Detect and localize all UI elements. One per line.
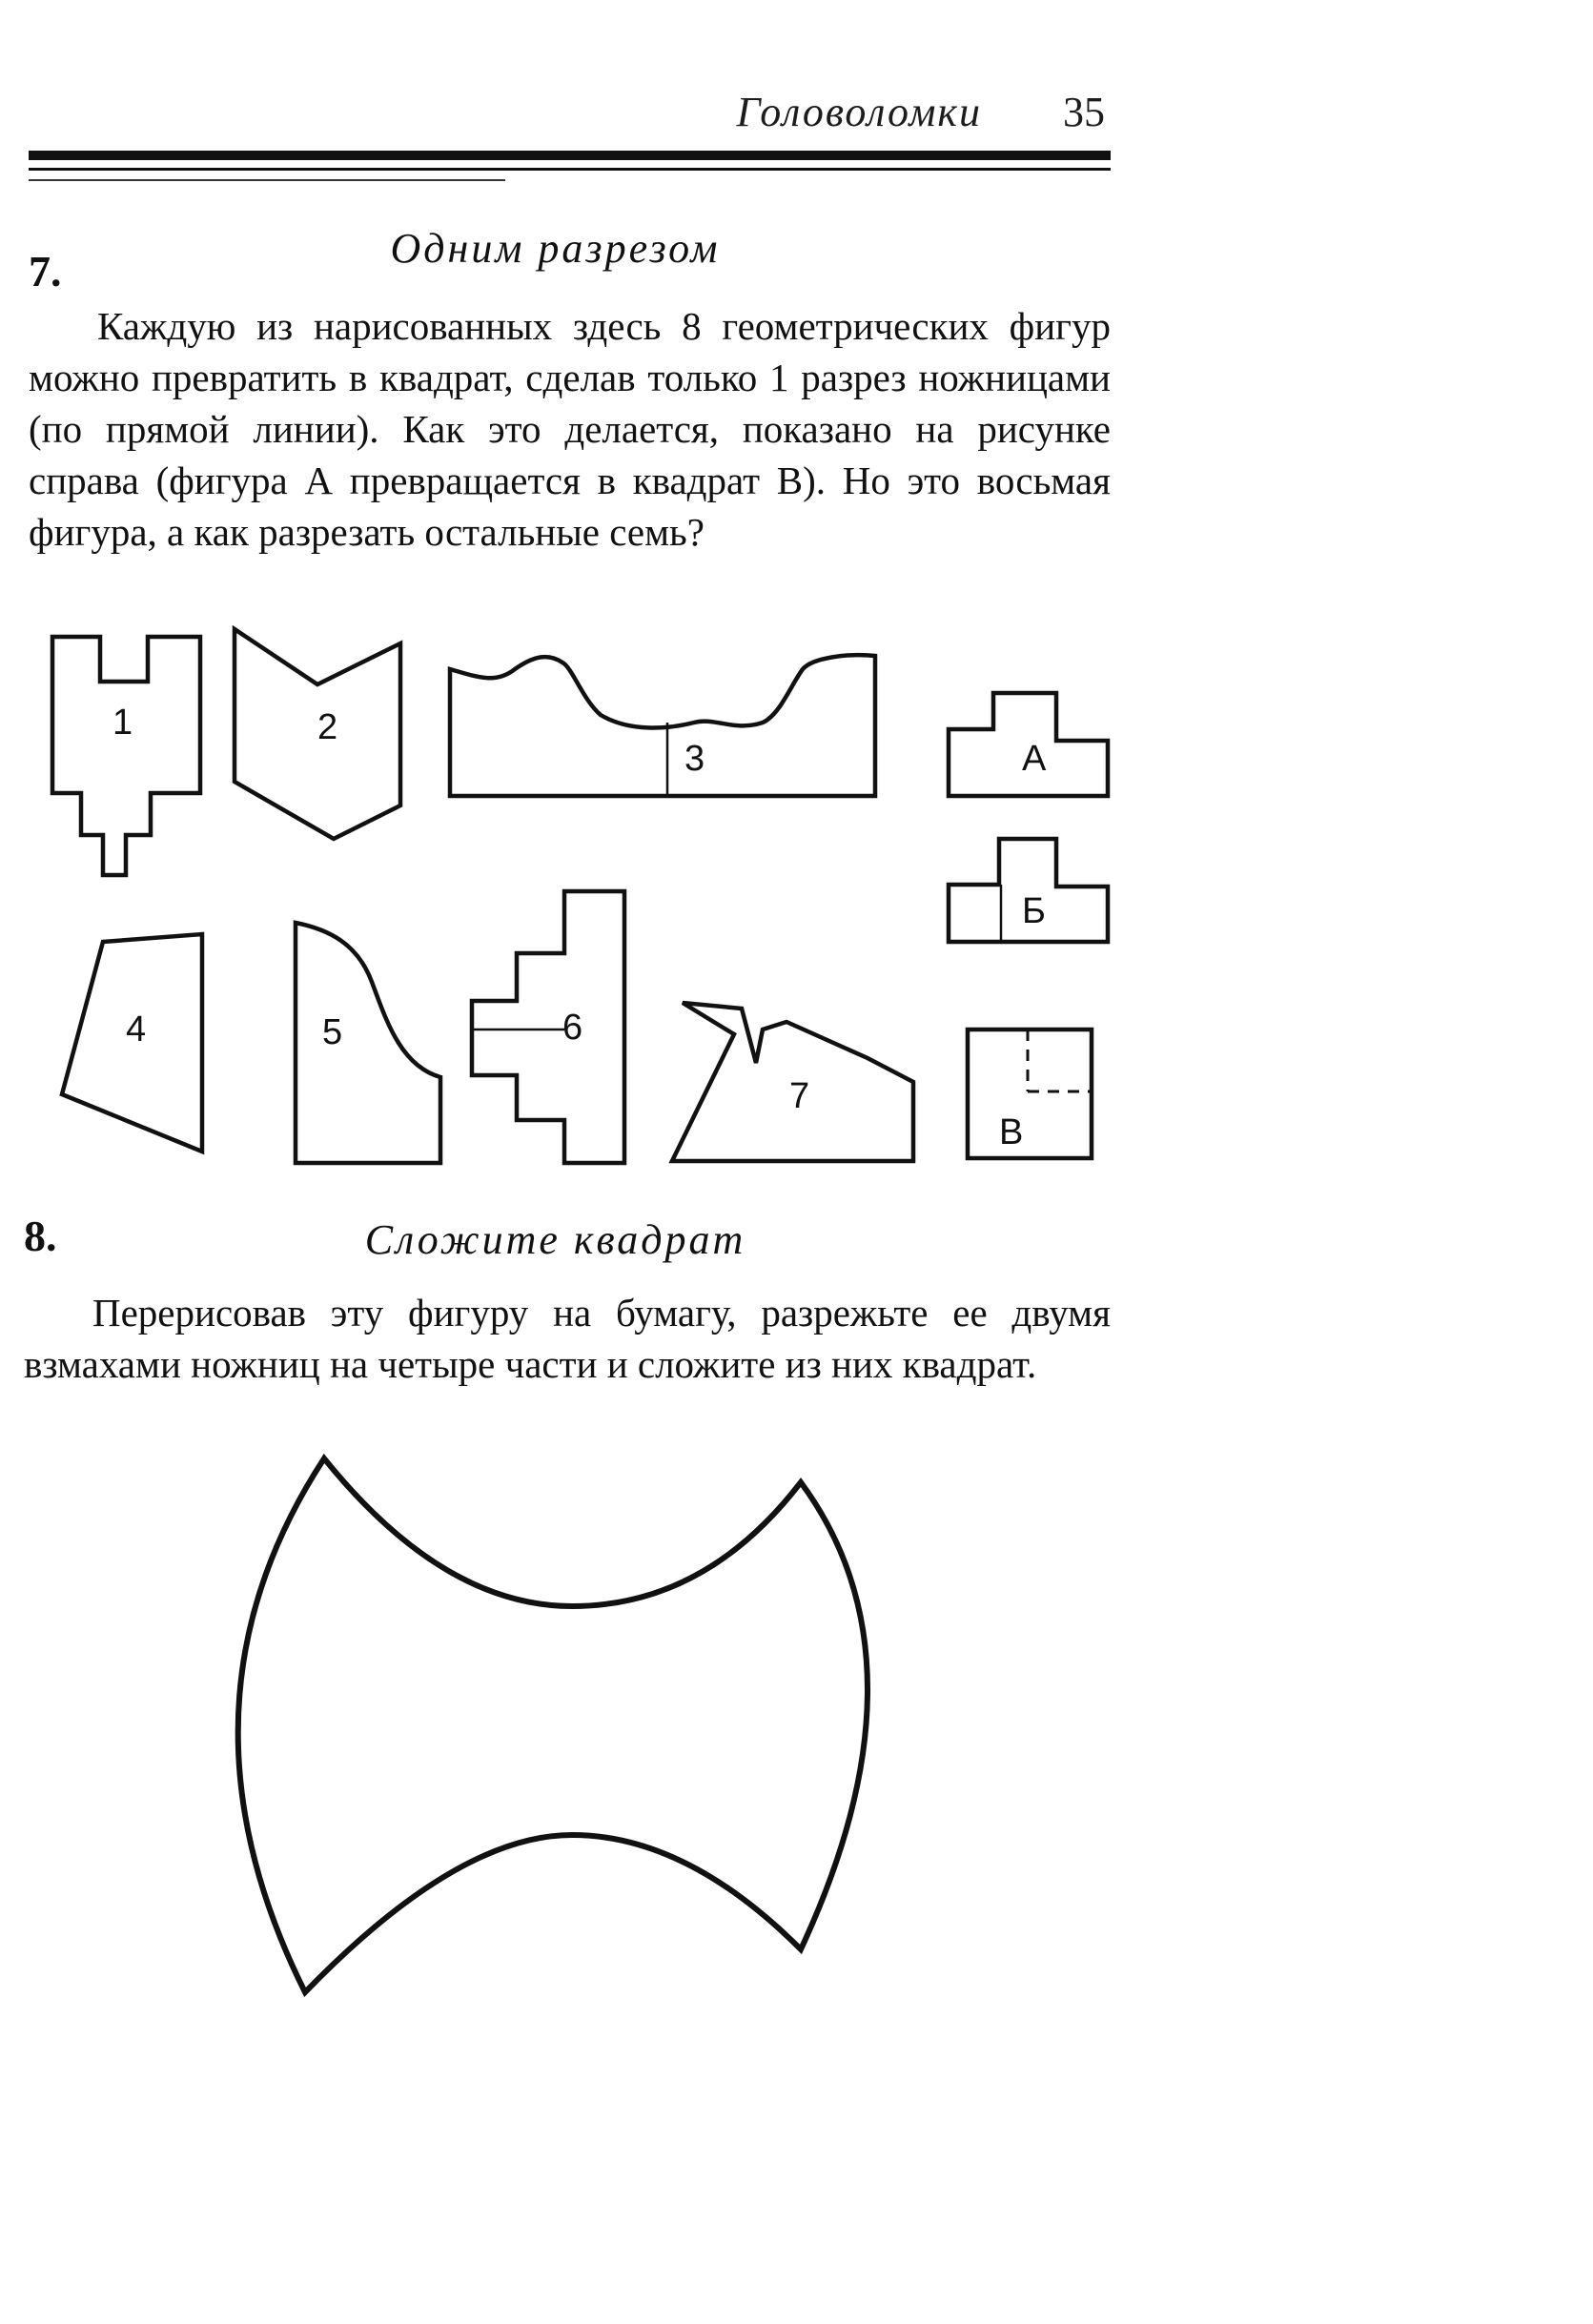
figure-2-label: 2: [317, 707, 338, 747]
figure-v: [968, 1029, 1092, 1158]
figure-b-label: Б: [1022, 891, 1046, 931]
problem-7-number: 7.: [29, 247, 62, 296]
figure-3-label: 3: [684, 739, 705, 779]
figure-6: [472, 891, 624, 1163]
running-head: [0, 88, 1111, 145]
figure-v-label: В: [999, 1112, 1024, 1152]
problem-7-text: Каждую из нарисованных здесь 8 геометрических фигур можно превратить в квадрат, сделав только 1 разрез ножницами (по прямой линии). Как это делается, показано на рисунке справа (фигура А превращается в квадрат В). Но это восьмая фигура, а как разрезать остальные семь?: [29, 304, 1111, 554]
figure-5-label: 5: [322, 1012, 343, 1052]
header-rule-thin: [29, 168, 1111, 171]
problem-7-title: Одним разрезом: [390, 225, 721, 272]
figure-1: [52, 637, 200, 875]
problem-8-text: Перерисовав эту фигуру на бумагу, разрежьте ее двумя взмахами ножниц на четыре части и сложите из них квадрат.: [24, 1291, 1111, 1386]
problem-8-title: Сложите квадрат: [364, 1216, 746, 1263]
figure-4-label: 4: [126, 1009, 147, 1050]
problem-8-figure: [191, 1449, 915, 2040]
figure-4: [62, 934, 202, 1152]
header-rule-thin-short: [29, 179, 505, 181]
figure-2: [235, 629, 400, 839]
problem-8-number: 8.: [24, 1212, 57, 1260]
figure-3: [450, 655, 875, 796]
figure-6-label: 6: [562, 1008, 583, 1048]
header-rule-thick: [29, 151, 1111, 160]
figure-a-label: А: [1022, 739, 1047, 779]
figure-7: [672, 1003, 913, 1161]
figure-1-label: 1: [112, 703, 133, 743]
running-title: Головоломки: [736, 89, 982, 135]
problem-7-figures: [0, 610, 1593, 1182]
figure-a: [949, 693, 1108, 796]
figure-5: [296, 923, 440, 1163]
figure-7-label: 7: [789, 1076, 810, 1116]
page-number: 35: [1063, 89, 1105, 135]
square-puzzle-shape: [238, 1458, 868, 1992]
figure-b: [949, 839, 1108, 942]
